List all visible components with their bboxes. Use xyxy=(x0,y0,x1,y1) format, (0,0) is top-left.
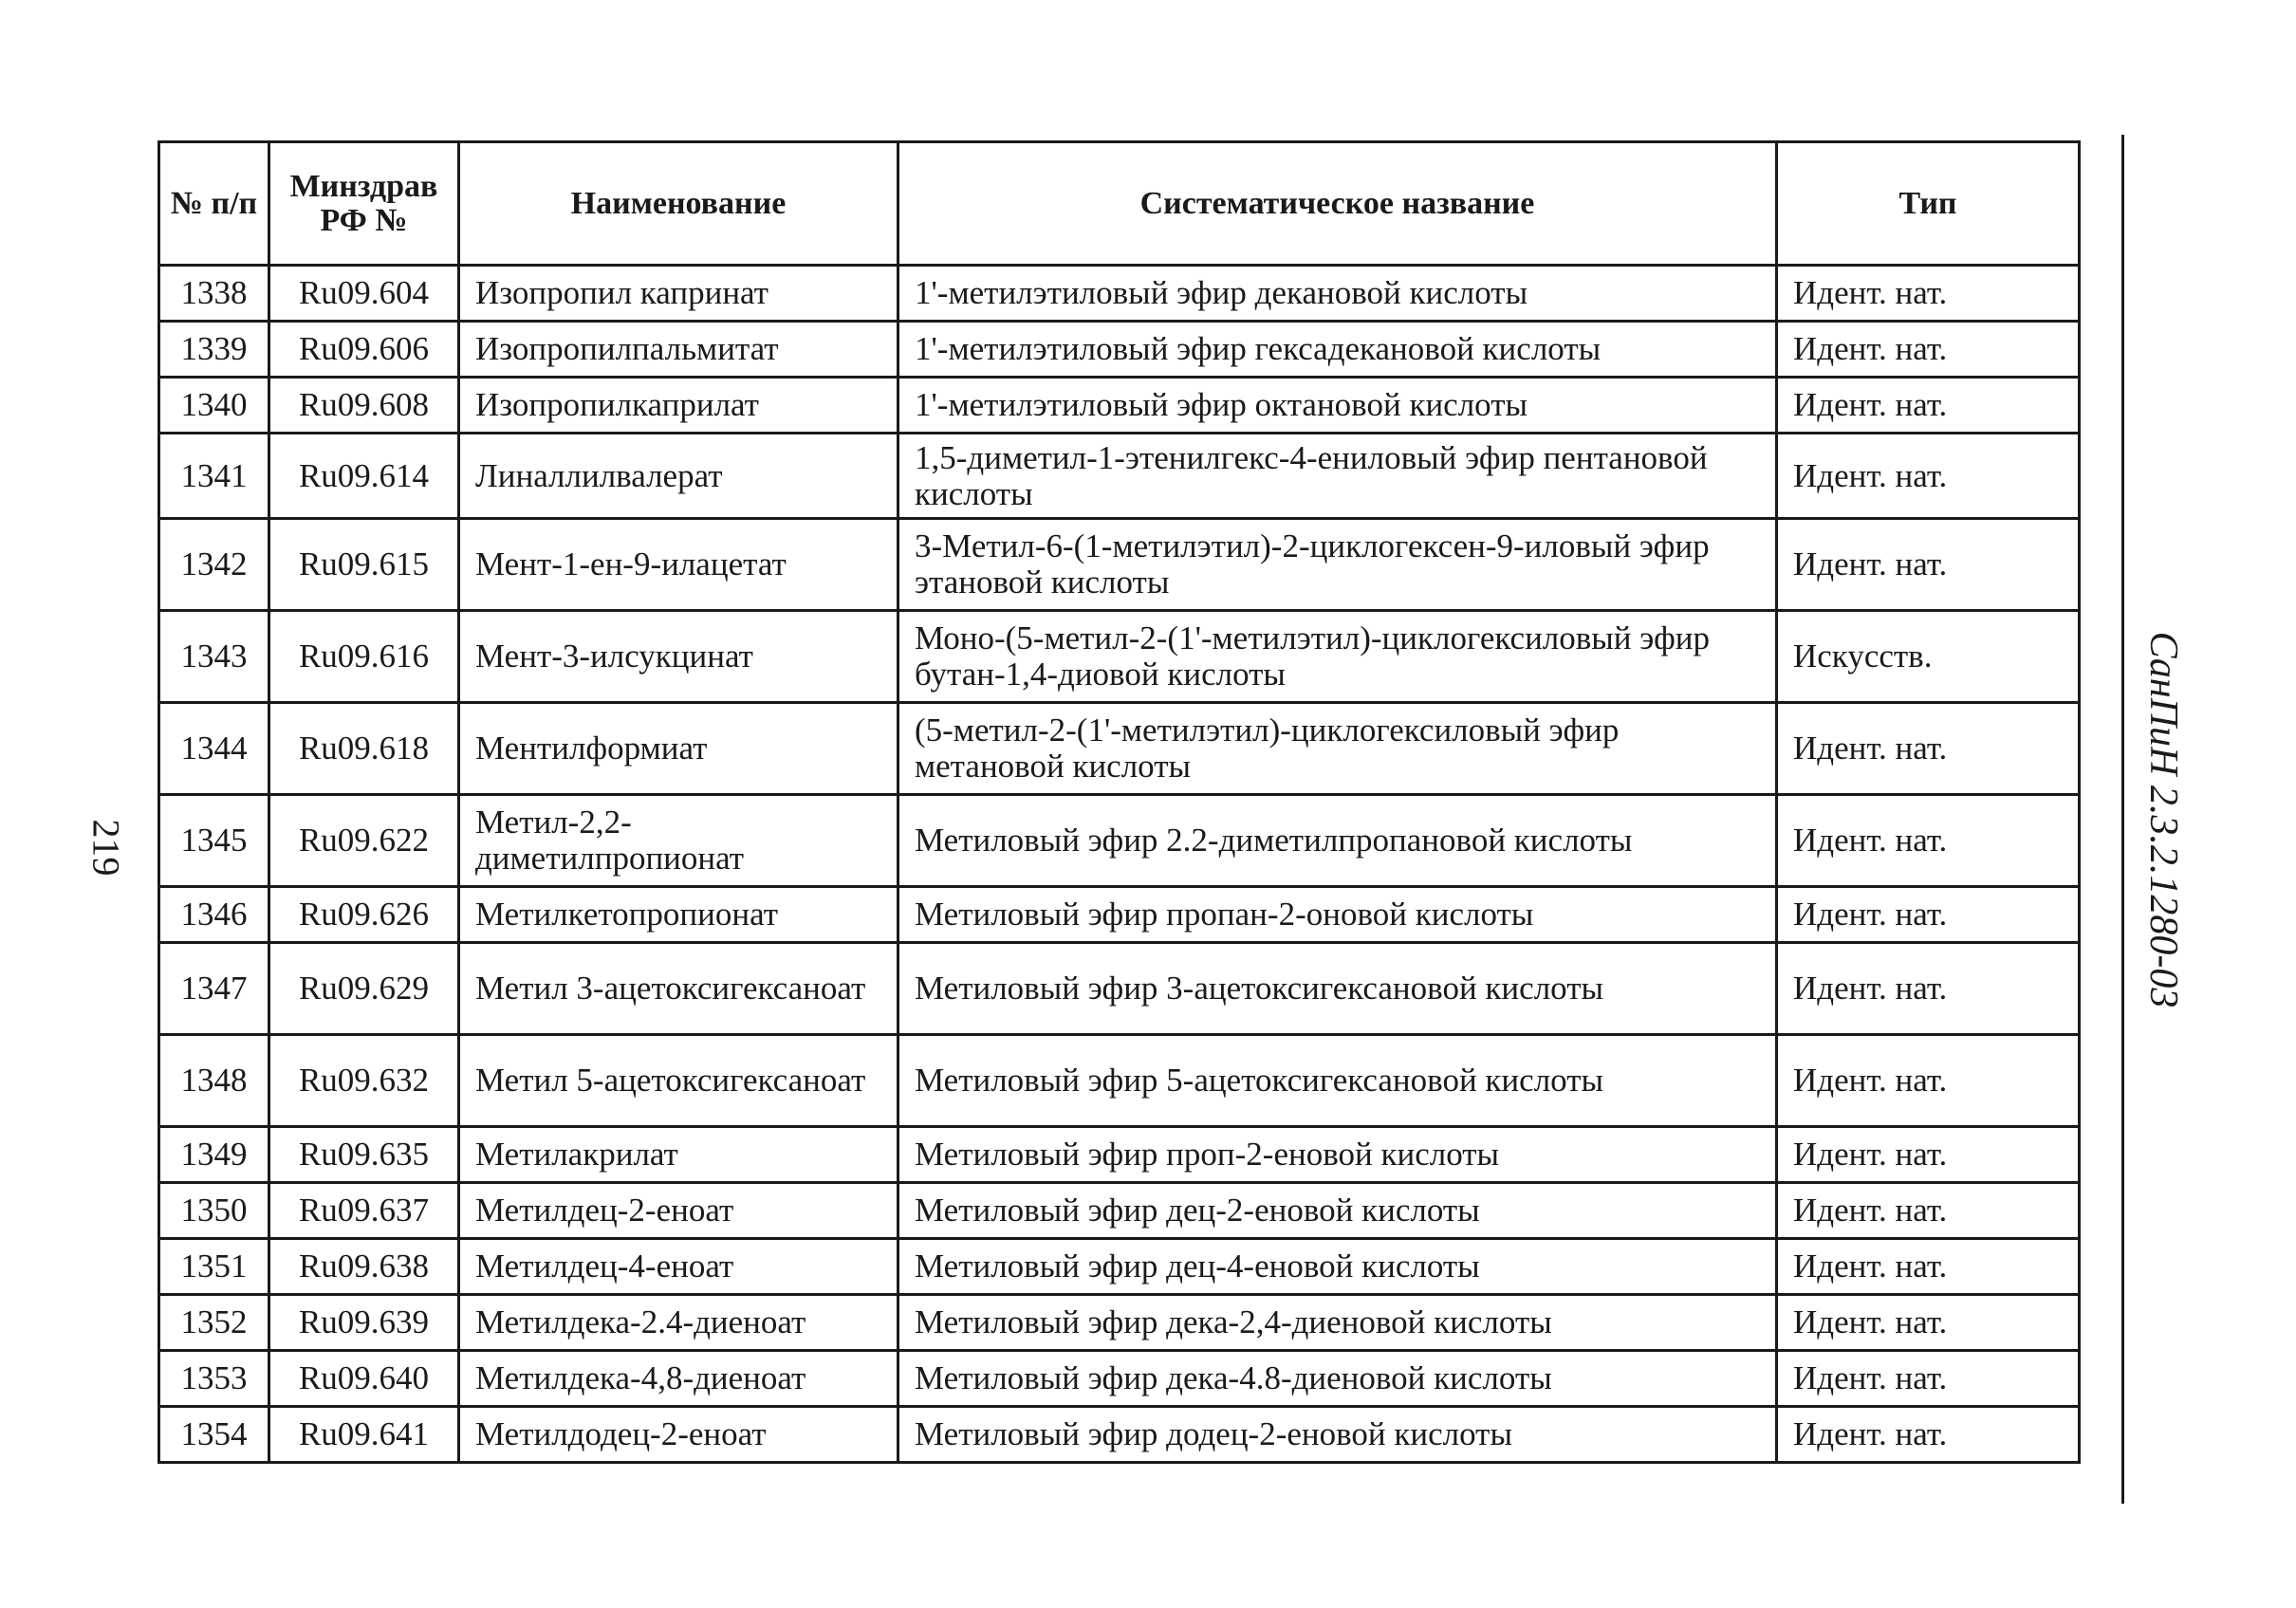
table-row xyxy=(159,1239,2080,1295)
cell-name: Метилдец-2-еноат xyxy=(459,1183,898,1239)
cell-type: Идент. нат. xyxy=(1777,1351,2080,1407)
cell-code: Ru09.616 xyxy=(269,611,459,703)
table-row xyxy=(159,378,2080,434)
cell-systematic: 1'-метилэтиловый эфир октановой кислоты xyxy=(898,378,1777,434)
cell-type: Идент. нат. xyxy=(1777,1295,2080,1351)
cell-code: Ru09.626 xyxy=(269,887,459,943)
cell-num: 1347 xyxy=(159,943,269,1035)
side-rule xyxy=(2121,135,2124,1504)
cell-name: Изопропилкаприлат xyxy=(459,378,898,434)
cell-num: 1343 xyxy=(159,611,269,703)
cell-code: Ru09.608 xyxy=(269,378,459,434)
table-row xyxy=(159,943,2080,1035)
cell-name: Линаллилвалерат xyxy=(459,434,898,519)
cell-type: Идент. нат. xyxy=(1777,887,2080,943)
cell-code: Ru09.606 xyxy=(269,322,459,378)
cell-code: Ru09.640 xyxy=(269,1351,459,1407)
cell-num: 1338 xyxy=(159,266,269,322)
table-row xyxy=(159,1295,2080,1351)
table-row xyxy=(159,519,2080,611)
table-row xyxy=(159,1127,2080,1183)
table-row xyxy=(159,795,2080,887)
cell-code: Ru09.618 xyxy=(269,703,459,795)
cell-systematic: Метиловый эфир 5-ацетоксигексановой кислоты xyxy=(898,1035,1777,1127)
cell-type: Идент. нат. xyxy=(1777,795,2080,887)
cell-type: Идент. нат. xyxy=(1777,1127,2080,1183)
cell-num: 1339 xyxy=(159,322,269,378)
cell-num: 1353 xyxy=(159,1351,269,1407)
cell-name: Метилдец-4-еноат xyxy=(459,1239,898,1295)
cell-type: Идент. нат. xyxy=(1777,1035,2080,1127)
cell-systematic: (5-метил-2-(1'-метилэтил)-циклогексиловый эфир метановой кислоты xyxy=(898,703,1777,795)
cell-name: Изопропилпальмитат xyxy=(459,322,898,378)
table-row xyxy=(159,1183,2080,1239)
cell-num: 1352 xyxy=(159,1295,269,1351)
cell-type: Идент. нат. xyxy=(1777,943,2080,1035)
table-row xyxy=(159,611,2080,703)
cell-name: Метил 3-ацетоксигексаноат xyxy=(459,943,898,1035)
cell-code: Ru09.638 xyxy=(269,1239,459,1295)
cell-num: 1345 xyxy=(159,795,269,887)
cell-name: Мент-3-илсукцинат xyxy=(459,611,898,703)
cell-systematic: 1'-метилэтиловый эфир декановой кислоты xyxy=(898,266,1777,322)
header-code: Минздрав РФ № xyxy=(269,142,459,266)
cell-code: Ru09.615 xyxy=(269,519,459,611)
cell-systematic: Метиловый эфир 2.2-диметилпропановой кислоты xyxy=(898,795,1777,887)
cell-systematic: Метиловый эфир дец-4-еновой кислоты xyxy=(898,1239,1777,1295)
cell-type: Искусств. xyxy=(1777,611,2080,703)
cell-type: Идент. нат. xyxy=(1777,519,2080,611)
cell-code: Ru09.632 xyxy=(269,1035,459,1127)
cell-code: Ru09.622 xyxy=(269,795,459,887)
table-row xyxy=(159,1351,2080,1407)
cell-type: Идент. нат. xyxy=(1777,378,2080,434)
table-row xyxy=(159,266,2080,322)
cell-systematic: 1,5-диметил-1-этенилгекс-4-ениловый эфир пентановой кислоты xyxy=(898,434,1777,519)
cell-systematic: 1'-метилэтиловый эфир гексадекановой кислоты xyxy=(898,322,1777,378)
header-type: Тип xyxy=(1777,142,2080,266)
cell-code: Ru09.639 xyxy=(269,1295,459,1351)
cell-name: Изопропил капринат xyxy=(459,266,898,322)
cell-num: 1348 xyxy=(159,1035,269,1127)
table-row xyxy=(159,322,2080,378)
cell-num: 1351 xyxy=(159,1239,269,1295)
cell-systematic: Метиловый эфир проп-2-еновой кислоты xyxy=(898,1127,1777,1183)
cell-num: 1346 xyxy=(159,887,269,943)
cell-systematic: Метиловый эфир дека-2,4-диеновой кислоты xyxy=(898,1295,1777,1351)
cell-num: 1341 xyxy=(159,434,269,519)
cell-systematic: Метиловый эфир 3-ацетоксигексановой кислоты xyxy=(898,943,1777,1035)
table-header-row xyxy=(159,142,2080,266)
cell-num: 1354 xyxy=(159,1407,269,1463)
cell-systematic: Метиловый эфир дец-2-еновой кислоты xyxy=(898,1183,1777,1239)
substances-table xyxy=(157,140,2081,1464)
cell-code: Ru09.635 xyxy=(269,1127,459,1183)
table-row xyxy=(159,434,2080,519)
cell-type: Идент. нат. xyxy=(1777,1183,2080,1239)
cell-name: Метилакрилат xyxy=(459,1127,898,1183)
table-row xyxy=(159,1035,2080,1127)
cell-systematic: Метиловый эфир пропан-2-оновой кислоты xyxy=(898,887,1777,943)
cell-num: 1340 xyxy=(159,378,269,434)
cell-type: Идент. нат. xyxy=(1777,322,2080,378)
cell-type: Идент. нат. xyxy=(1777,1407,2080,1463)
cell-systematic: Метиловый эфир дека-4.8-диеновой кислоты xyxy=(898,1351,1777,1407)
cell-type: Идент. нат. xyxy=(1777,266,2080,322)
cell-type: Идент. нат. xyxy=(1777,1239,2080,1295)
header-systematic: Систематическое название xyxy=(898,142,1777,266)
cell-type: Идент. нат. xyxy=(1777,703,2080,795)
cell-name: Метилкетопропионат xyxy=(459,887,898,943)
page-number: 219 xyxy=(84,819,128,877)
cell-name: Метилдека-4,8-диеноат xyxy=(459,1351,898,1407)
cell-name: Мент-1-ен-9-илацетат xyxy=(459,519,898,611)
cell-num: 1342 xyxy=(159,519,269,611)
cell-code: Ru09.637 xyxy=(269,1183,459,1239)
header-num: № п/п xyxy=(159,142,269,266)
cell-name: Метилдека-2.4-диеноат xyxy=(459,1295,898,1351)
cell-name: Ментилформиат xyxy=(459,703,898,795)
cell-name: Метилдодец-2-еноат xyxy=(459,1407,898,1463)
cell-num: 1349 xyxy=(159,1127,269,1183)
cell-code: Ru09.641 xyxy=(269,1407,459,1463)
cell-code: Ru09.629 xyxy=(269,943,459,1035)
cell-code: Ru09.604 xyxy=(269,266,459,322)
table-row xyxy=(159,887,2080,943)
cell-systematic: 3-Метил-6-(1-метилэтил)-2-циклогексен-9-иловый эфир этановой кислоты xyxy=(898,519,1777,611)
cell-systematic: Моно-(5-метил-2-(1'-метилэтил)-циклогексиловый эфир бутан-1,4-диовой кислоты xyxy=(898,611,1777,703)
table-row xyxy=(159,703,2080,795)
cell-type: Идент. нат. xyxy=(1777,434,2080,519)
cell-systematic: Метиловый эфир додец-2-еновой кислоты xyxy=(898,1407,1777,1463)
cell-name: Метил-2,2-диметилпропионат xyxy=(459,795,898,887)
table-row xyxy=(159,1407,2080,1463)
document-side-title: СанПиН 2.3.2.1280-03 xyxy=(2141,631,2185,1008)
cell-code: Ru09.614 xyxy=(269,434,459,519)
cell-name: Метил 5-ацетоксигексаноат xyxy=(459,1035,898,1127)
cell-num: 1350 xyxy=(159,1183,269,1239)
header-name: Наименование xyxy=(459,142,898,266)
cell-num: 1344 xyxy=(159,703,269,795)
